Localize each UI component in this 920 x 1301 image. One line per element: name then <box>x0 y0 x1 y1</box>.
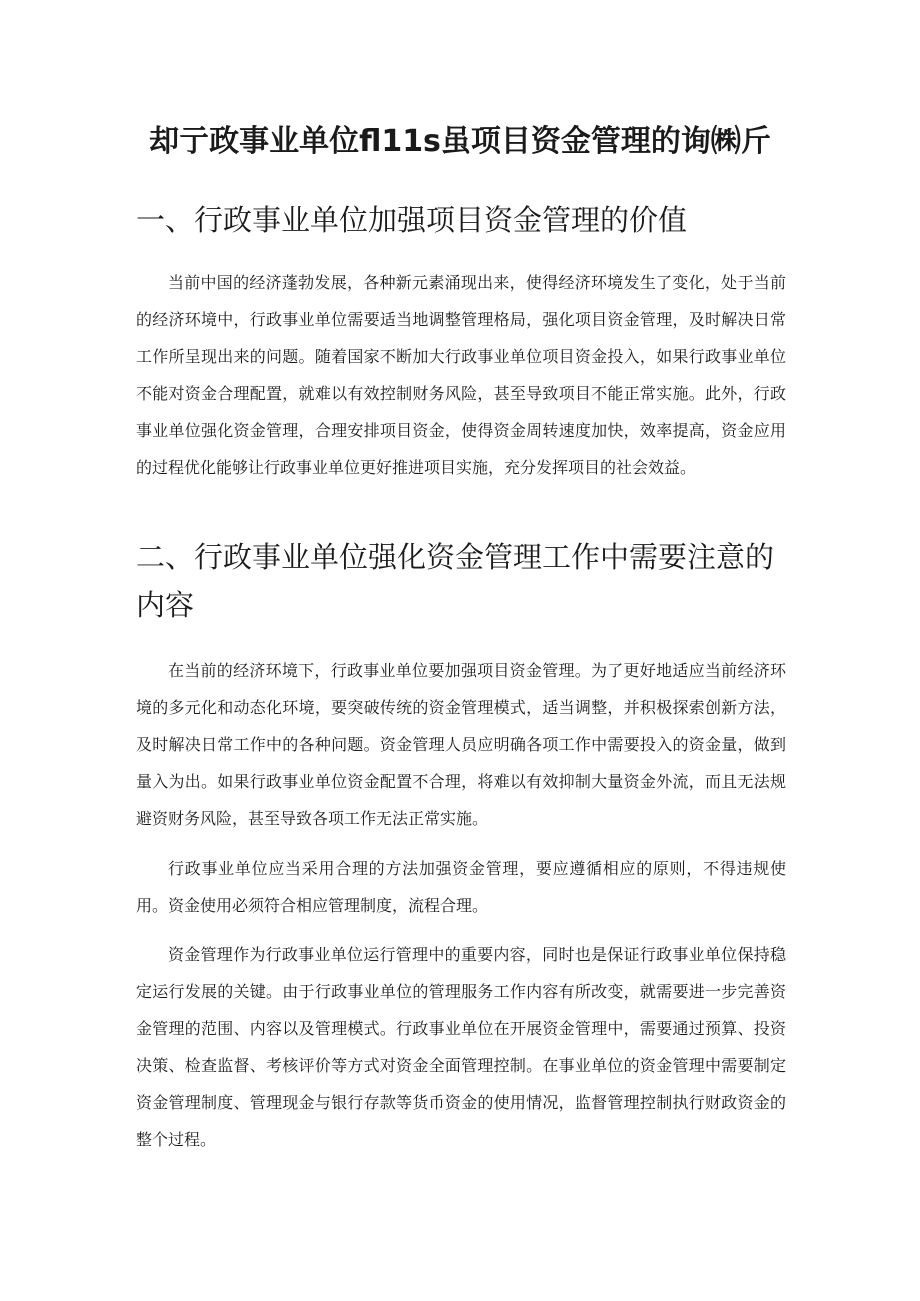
section-2-paragraph-2: 行政事业单位应当采用合理的方法加强资金管理，要应遵循相应的原则，不得违规使用。资金使用必须符合相应管理制度，流程合理。 <box>136 859 786 915</box>
section-1-paragraph-1: 当前中国的经济蓬勃发展，各种新元素涌现出来，使得经济环境发生了变化，处于当前的经济环境中，行政事业单位需要适当地调整管理格局，强化项目资金管理，及时解决日常工作所呈现出来的问题。随着国家不断加大行政事业单位项目资金投入，如果行政事业单位不能对资金合理配置，就难以有效控制财务风险，甚至导致项目不能正常实施。此外，行政事业单位强化资金管理，合理安排项目资金，使得资金周转速度加快，效率提高，资金应用的过程优化能够让行政事业单位更好推进项目实施，充分发挥项目的社会效益。 <box>136 273 786 477</box>
document-title: 却亍政事业单位fl11s虽项目资金管理的询㈱斤 <box>149 124 771 159</box>
section-2-paragraph-1: 在当前的经济环境下，行政事业单位要加强项目资金管理。为了更好地适应当前经济环境的多元化和动态化环境，要突破传统的资金管理模式，适当调整，并积极探索创新方法，及时解决日常工作中的各种问题。资金管理人员应明确各项工作中需要投入的资金量，做到量入为出。如果行政事业单位资金配置不合理，将难以有效抑制大量资金外流，而且无法规避资财务风险，甚至导致各项工作无法正常实施。 <box>136 661 786 828</box>
section-2-paragraph-3: 资金管理作为行政事业单位运行管理中的重要内容，同时也是保证行政事业单位保持稳定运行发展的关键。由于行政事业单位的管理服务工作内容有所改变，就需要进一步完善资金管理的范围、内容以及管理模式。行政事业单位在开展资金管理中，需要通过预算、投资决策、检查监督、考核评价等方式对资金全面管理控制。在事业单位的资金管理中需要制定资金管理制度、管理现金与银行存款等货币资金的使用情况，监督管理控制执行财政资金的整个过程。 <box>136 945 786 1149</box>
section-heading-2: 二、行政事业单位强化资金管理工作中需要注意的内容 <box>136 540 775 622</box>
section-heading-1: 一、行政事业单位加强项目资金管理的价值 <box>136 203 688 237</box>
